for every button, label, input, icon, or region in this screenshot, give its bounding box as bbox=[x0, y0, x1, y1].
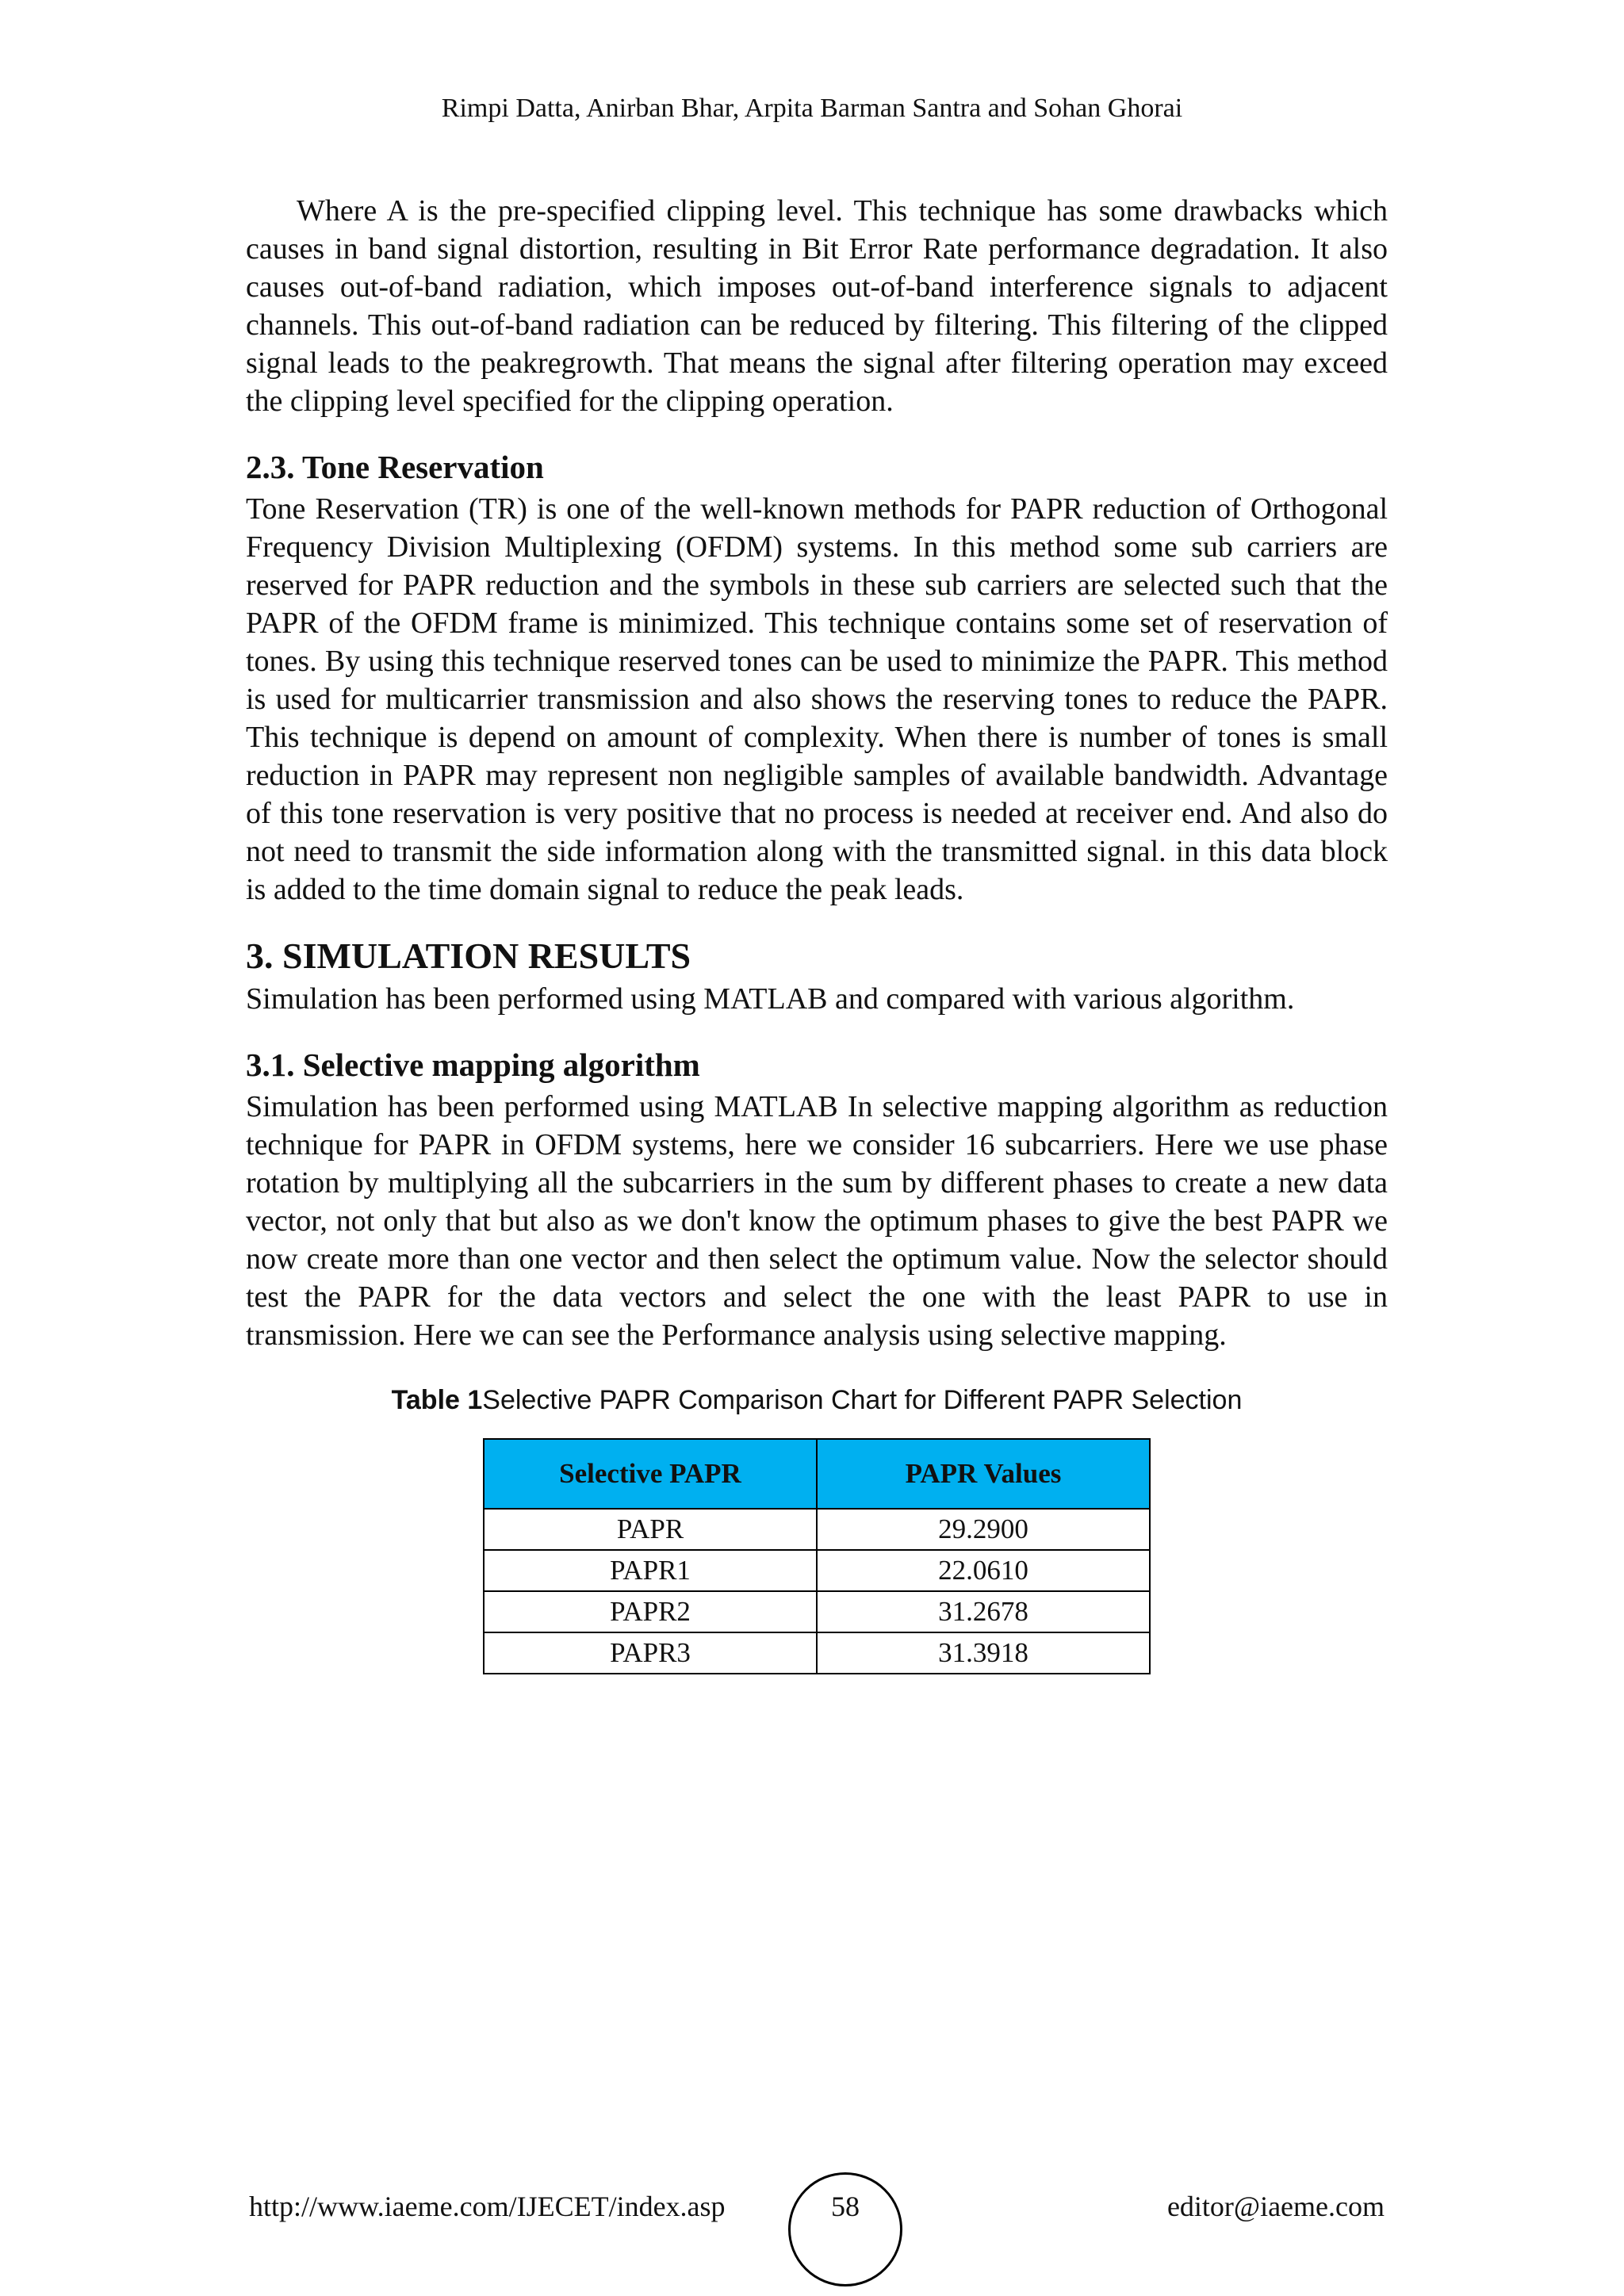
section-3-heading: 3. SIMULATION RESULTS bbox=[246, 936, 691, 976]
table-row bbox=[484, 1550, 1150, 1591]
table-row bbox=[484, 1509, 1150, 1550]
table-caption-label: Table 1 bbox=[391, 1385, 483, 1415]
section-2-3-heading: 2.3. Tone Reservation bbox=[246, 449, 544, 485]
papr-table bbox=[483, 1438, 1151, 1674]
footer-url-link[interactable]: http://www.iaeme.com/IJECET/index.asp bbox=[249, 2191, 726, 2222]
table-cell: 29.2900 bbox=[817, 1509, 1150, 1550]
page-number: 58 bbox=[788, 2172, 902, 2286]
section-2-3-paragraph: Tone Reservation (TR) is one of the well-known methods for PAPR reduction of Orthogonal Frequency Division Multiplexing (OFDM) systems. In this method some sub carriers are reserved for PAPR reduction and the symbols in these sub carriers are selected such that the PAPR of the OFDM frame is minimized. This technique contains some set of reservation of tones. By using this technique reserved tones can be used to minimize the PAPR. This method is used for multicarrier transmission and also shows the reserving tones to reduce the PAPR. This technique is depend on amount of complexity. When there is number of tones is small reduction in PAPR may represent non negligible samples of available bandwidth. Advantage of this tone reservation is very positive that no process is needed at receiver end. And also do not need to transmit the side information along with the transmitted signal. in this data block is added to the time domain signal to reduce the peak leads. bbox=[246, 492, 1388, 906]
table-cell: 31.3918 bbox=[817, 1632, 1150, 1674]
table-header-cell: PAPR Values bbox=[817, 1439, 1150, 1509]
table-caption bbox=[246, 1383, 1388, 1418]
section-3-1-heading: 3.1. Selective mapping algorithm bbox=[246, 1047, 700, 1083]
table-cell: PAPR2 bbox=[484, 1591, 817, 1632]
table-row bbox=[484, 1591, 1150, 1632]
page-content bbox=[246, 192, 1388, 1674]
intro-paragraph: Where A is the pre-specified clipping level. This technique has some drawbacks which causes in band signal distortion, resulting in Bit Error Rate performance degradation. It also causes out-of-band radiation, which imposes out-of-band interference signals to adjacent channels. This out-of-band radiation can be reduced by filtering. This filtering of the clipped signal leads to the peakregrowth. That means the signal after filtering operation may exceed the clipping level specified for the clipping operation. bbox=[246, 194, 1388, 418]
table-cell: PAPR3 bbox=[484, 1632, 817, 1674]
footer-email-link[interactable]: editor@iaeme.com bbox=[1166, 2191, 1385, 2222]
section-3-1-paragraph: Simulation has been performed using MATLAB In selective mapping algorithm as reduction technique for PAPR in OFDM systems, here we consider 16 subcarriers. Here we use phase rotation by multiplying all the subcarriers in the sum by different phases to create a new data vector, not only that but also as we don't know the optimum phases to give the best PAPR we now create more than one vector and then select the optimum value. Now the selector should test the PAPR for the data vectors and select the one with the least PAPR to use in transmission. Here we can see the Performance analysis using selective mapping. bbox=[246, 1090, 1388, 1352]
table-header-row bbox=[484, 1439, 1150, 1509]
table-cell: PAPR bbox=[484, 1509, 817, 1550]
page-footer bbox=[246, 2172, 1388, 2252]
table-cell: 31.2678 bbox=[817, 1591, 1150, 1632]
table-row bbox=[484, 1632, 1150, 1674]
running-header: Rimpi Datta, Anirban Bhar, Arpita Barman Santra and Sohan Ghorai bbox=[441, 94, 1183, 123]
table-cell: 22.0610 bbox=[817, 1550, 1150, 1591]
section-3-paragraph: Simulation has been performed using MATLAB and compared with various algorithm. bbox=[246, 982, 1295, 1016]
table-header-cell: Selective PAPR bbox=[484, 1439, 817, 1509]
table-caption-text: Selective PAPR Comparison Chart for Different PAPR Selection bbox=[482, 1385, 1243, 1415]
table-cell: PAPR1 bbox=[484, 1550, 817, 1591]
